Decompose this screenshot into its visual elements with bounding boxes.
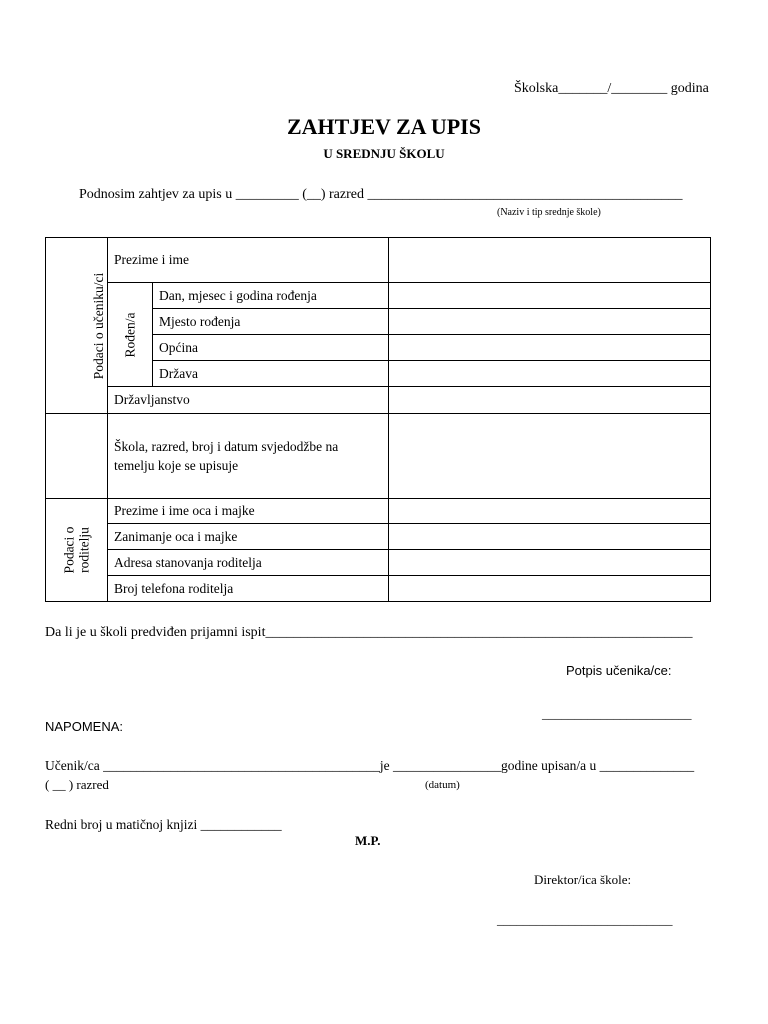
born-label-text: Rođen/a: [122, 312, 138, 357]
country-label: Država: [153, 361, 389, 387]
municipality-label: Općina: [153, 335, 389, 361]
register-number-line: Redni broj u matičnoj knjizi ____________: [45, 817, 282, 832]
citizenship-label: Državljanstvo: [108, 387, 389, 414]
parent-names-field[interactable]: [389, 499, 711, 524]
entrance-exam-question: Da li je u školi predviđen prijamni ispit_____________________________________________________________: [45, 625, 693, 640]
parent-names-label: Prezime i ime oca i majke: [108, 499, 389, 524]
name-field[interactable]: [389, 238, 711, 283]
parents-section-label-text: [62, 526, 92, 573]
phone-field[interactable]: [389, 576, 711, 602]
school-year-line: Školska_______/________ godina: [514, 81, 709, 96]
parents-label-line-1: Podaci o: [61, 526, 77, 573]
student-signature-label: Potpis učenika/ce:: [566, 663, 672, 678]
student-section-label-text: Podaci o učeniku/ci: [91, 272, 107, 379]
pupil-enrolled-line: Učenik/ca _________________________________________je ________________godine upisan/a u ______________: [45, 758, 695, 773]
phone-label: Broj telefona roditelja: [108, 576, 389, 602]
parents-label-line-2: roditelju: [76, 526, 92, 573]
school-certificate-field[interactable]: [389, 414, 711, 499]
student-signature-line[interactable]: _______________________: [542, 706, 692, 721]
parents-section-label: [46, 499, 108, 602]
occupation-label: Zanimanje oca i majke: [108, 524, 389, 550]
student-section-filler: [46, 414, 108, 499]
birth-date-field[interactable]: [389, 283, 711, 309]
student-section-label: [46, 238, 108, 414]
born-section-label: [108, 283, 153, 387]
form-title: ZAHTJEV ZA UPIS: [287, 114, 481, 139]
birth-place-label: Mjesto rođenja: [153, 309, 389, 335]
date-hint: (datum): [425, 779, 460, 791]
grade-line: ( __ ) razred: [45, 777, 109, 792]
director-label: Direktor/ica škole:: [534, 872, 632, 887]
school-certificate-label: Škola, razred, broj i datum svjedodžbe na temelju koje se upisuje: [108, 414, 389, 499]
director-signature-line[interactable]: ___________________________: [497, 912, 673, 927]
birth-place-field[interactable]: [389, 309, 711, 335]
citizenship-field[interactable]: [389, 387, 711, 414]
municipality-field[interactable]: [389, 335, 711, 361]
school-name-hint: (Naziv i tip srednje škole): [497, 207, 601, 218]
country-field[interactable]: [389, 361, 711, 387]
address-field[interactable]: [389, 550, 711, 576]
birth-date-label: Dan, mjesec i godina rođenja: [153, 283, 389, 309]
note-heading: NAPOMENA:: [45, 719, 124, 734]
stamp-placeholder: M.P.: [355, 833, 381, 848]
request-line: Podnosim zahtjev za upis u _________ (__) razred _____________________________________________: [79, 187, 683, 202]
address-label: Adresa stanovanja roditelja: [108, 550, 389, 576]
occupation-field[interactable]: [389, 524, 711, 550]
form-subtitle: U SREDNJU ŠKOLU: [323, 146, 445, 161]
enrollment-form-table: [45, 237, 711, 602]
name-label: Prezime i ime: [108, 238, 389, 283]
